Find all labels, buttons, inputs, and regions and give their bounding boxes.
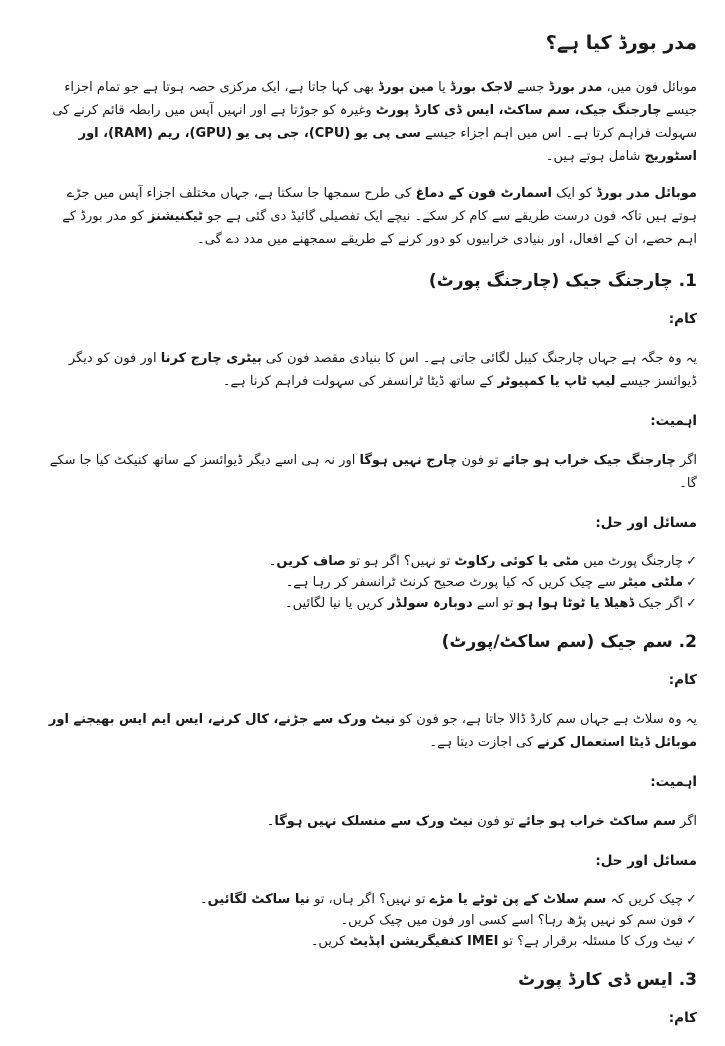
checkmark-icon: ✓ (686, 934, 697, 949)
bold-text: چارج نہیں ہوگا (359, 453, 458, 468)
text-run: کو ایک (551, 186, 597, 201)
intro-paragraph (40, 182, 697, 251)
section-heading: 2. سم جیک (سم ساکٹ/پورٹ) (441, 632, 697, 652)
text-run: یہ وہ سلاٹ ہے جہاں سم کارڈ ڈالا جاتا ہے، جو فون کو (395, 712, 697, 727)
text-run: تو نہیں؟ اگر ہاں، تو (309, 892, 430, 907)
text-run: تو اسے (472, 596, 518, 611)
text-run: ۔ (268, 554, 277, 569)
document (40, 32, 697, 1046)
list-item (40, 593, 697, 614)
list-item (40, 551, 697, 572)
checkmark-icon: ✓ (686, 892, 697, 907)
bold-text: سم سلاٹ کے پن ٹوٹے یا مڑے (429, 892, 607, 907)
issues-list (40, 889, 697, 952)
text-run: تو نہیں؟ اگر ہو تو (345, 554, 455, 569)
text-run: اگر (675, 453, 697, 468)
text-run: کو مدر بورڈ کے اہم حصے، ان کے افعال، اور بنیادی خرابیوں کو دور کرنے کے طریقے سمجھنے میں مدد دے گی۔ (62, 209, 697, 247)
text-run: ۔ (199, 892, 208, 907)
bold-text: صاف کریں (276, 554, 346, 569)
section-heading: 1. چارجنگ جیک (چارجنگ پورٹ) (428, 271, 697, 291)
bold-text: سم ساکٹ خراب ہو جائے (518, 814, 676, 829)
bold-text: نیا ساکٹ لگائیں (207, 892, 310, 907)
importance-paragraph (40, 449, 697, 495)
text-run: کے ساتھ ڈیٹا ٹرانسفر کی سہولت فراہم کرنا ہے۔ (222, 374, 498, 389)
text-run: اور نہ ہی اسے دیگر ڈیوائسز کے ساتھ کنیکٹ کیا جا سکے گا۔ (49, 453, 697, 491)
importance-paragraph (40, 810, 697, 833)
text-run: اور فون کو دیگر ڈیوائسز جیسے (68, 351, 697, 389)
work-paragraph (40, 708, 697, 754)
text-run: کریں۔ (310, 934, 350, 949)
importance-label: اہمیت: (650, 413, 697, 429)
text-run: چیک کریں کہ (606, 892, 683, 907)
bold-text: سی پی یو (CPU)، جی پی یو (GPU)، ریم (RAM)، اور اسٹوریج (78, 126, 697, 164)
text-run: سے چیک کریں کہ کیا پورٹ صحیح کرنٹ ٹرانسفر کر رہا ہے۔ (285, 575, 620, 590)
work-label: کام: (668, 1010, 697, 1026)
text-run: نیٹ ورک کا مسئلہ برقرار ہے؟ تو (498, 934, 683, 949)
bold-text: اسمارٹ فون کے دماغ (415, 186, 552, 201)
importance-label: اہمیت: (650, 774, 697, 790)
checkmark-icon: ✓ (686, 575, 697, 590)
bold-text: دوبارہ سولڈر (387, 596, 473, 611)
section-heading: 3. ایس ڈی کارڈ پورٹ (518, 970, 697, 990)
bold-text: ٹیکنیشنز (147, 209, 203, 224)
bold-text: IMEI کنفیگریشن اپڈیٹ (349, 934, 499, 949)
bold-text: موبائل مدر بورڈ (596, 186, 697, 201)
text-run: کی اجازت دیتا ہے۔ (429, 735, 538, 750)
text-run: تو فون (473, 814, 519, 829)
text-run: وغیرہ کو جوڑتا ہے اور انہیں آپس میں رابطہ قائم کرنے کی سہولت فراہم کرتا ہے۔ اس میں اہم اجزاء جیسے (52, 103, 697, 141)
text-run: یا (433, 80, 450, 95)
text-run: موبائل فون میں، (602, 80, 697, 95)
checkmark-icon: ✓ (686, 554, 697, 569)
text-run: فون سم کو نہیں پڑھ رہا؟ اسے کسی اور فون میں چیک کریں۔ (340, 913, 683, 928)
checkmark-icon: ✓ (686, 913, 697, 928)
issues-label: مسائل اور حل: (595, 515, 697, 531)
text-run: اگر جیک (634, 596, 683, 611)
bold-text: مٹی یا کوئی رکاوٹ (454, 554, 580, 569)
list-item (40, 572, 697, 593)
bold-text: چارجنگ جیک خراب ہو جائے (502, 453, 676, 468)
work-label: کام: (668, 311, 697, 327)
text-run: یہ وہ جگہ ہے جہاں چارجنگ کیبل لگائی جاتی ہے۔ اس کا بنیادی مقصد فون کی (261, 351, 697, 366)
list-item (40, 931, 697, 952)
bold-text: مین بورڈ (378, 80, 434, 95)
list-item (40, 889, 697, 910)
page-title: مدر بورڈ کیا ہے؟ (545, 32, 697, 54)
issues-label: مسائل اور حل: (595, 853, 697, 869)
intro-paragraph (40, 76, 697, 168)
text-run: کریں یا نیا لگائیں۔ (285, 596, 388, 611)
bold-text: ڈھیلا یا ٹوٹا ہوا ہو (517, 596, 635, 611)
text-run: کی طرح سمجھا جا سکتا ہے، جہاں مختلف اجزاء آپس میں جڑے ہوتے ہیں تاکہ فون درست طریقے سے کام کر سکے۔ نیچے ایک تفصیلی گائیڈ دی گئی ہے جو (66, 186, 697, 224)
bold-text: نیٹ ورک سے منسلک نہیں ہوگا (274, 814, 474, 829)
text-run: شامل ہوتے ہیں۔ (545, 149, 645, 164)
issues-list (40, 551, 697, 614)
bold-text: مدر بورڈ (548, 80, 603, 95)
text-run: تو فون (457, 453, 503, 468)
bold-text: چارجنگ جیک، سم ساکٹ، ایس ڈی کارڈ پورٹ (375, 103, 662, 118)
checkmark-icon: ✓ (686, 596, 697, 611)
bold-text: لاجک بورڈ (449, 80, 514, 95)
text-run: چارجنگ پورٹ میں (579, 554, 683, 569)
text-run: جسے (513, 80, 549, 95)
work-label: کام: (668, 672, 697, 688)
bold-text: نیٹ ورک سے جڑنے، کال کرنے، ایس ایم ایس بھیجنے اور موبائل ڈیٹا استعمال کرنے (48, 712, 697, 750)
text-run: بھی کہا جاتا ہے، ایک مرکزی حصہ ہوتا ہے جو تمام اجزاء جیسے (64, 80, 697, 118)
bold-text: ملٹی میٹر (619, 575, 683, 590)
text-run: اگر (675, 814, 697, 829)
list-item (40, 910, 697, 931)
work-paragraph (40, 347, 697, 393)
bold-text: لیپ ٹاپ یا کمپیوٹر (497, 374, 616, 389)
bold-text: بیٹری چارج کرنا (160, 351, 262, 366)
text-run: ۔ (266, 814, 275, 829)
